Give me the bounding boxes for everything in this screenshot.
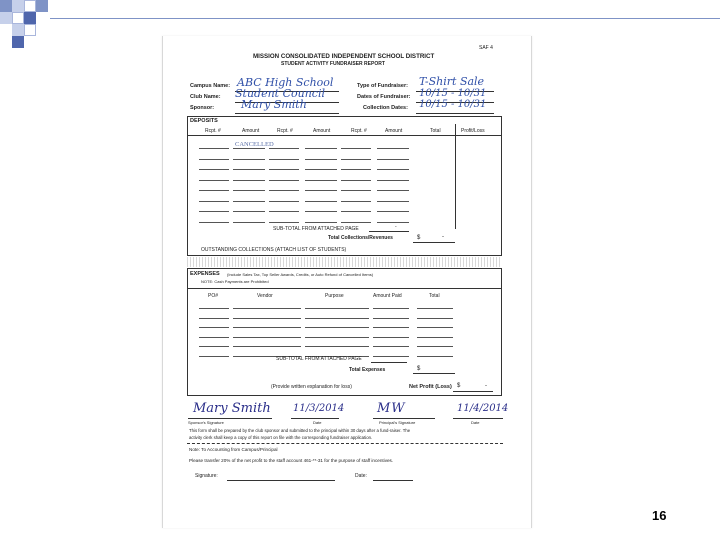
expense-col-1: PO# [208, 293, 219, 299]
collection-line [416, 113, 494, 114]
corner-square [36, 0, 48, 12]
deposit-blank-line [233, 169, 265, 170]
dotted-separator [187, 257, 501, 267]
deposit-blank-line [341, 201, 371, 202]
deposit-blank-line [199, 222, 229, 223]
deposit-blank-line [377, 180, 409, 181]
deposit-blank-line [305, 148, 337, 149]
expense-blank-line [373, 337, 409, 338]
deposit-blank-line [377, 169, 409, 170]
deposit-blank-line [305, 180, 337, 181]
deposits-header-rule [187, 135, 501, 136]
deposit-blank-line [233, 190, 265, 191]
collection-handwriting: 10/15 - 10/31 [419, 99, 487, 110]
deposit-blank-line [341, 180, 371, 181]
deposit-col-6: Amount [385, 128, 403, 134]
deposit-blank-line [269, 159, 299, 160]
expense-blank-line [233, 337, 301, 338]
form-code: SAF 4 [479, 45, 493, 51]
expense-blank-line [199, 356, 229, 357]
provide-note: (Provide written explanation for loss) [271, 384, 352, 390]
collection-label: Collection Dates: [363, 105, 408, 111]
deposit-blank-line [305, 211, 337, 212]
deposit-blank-line [377, 190, 409, 191]
instructions-rule [187, 443, 503, 444]
total-expenses-label: Total Expenses [349, 367, 386, 373]
principal-signature-line [373, 418, 435, 419]
expense-blank-line [233, 327, 301, 328]
deposit-blank-line [305, 222, 337, 223]
deposit-blank-line [233, 148, 265, 149]
subtotal2-line [371, 362, 407, 363]
deposit-blank-line [305, 159, 337, 160]
deposit-col-4: Amount [313, 128, 331, 134]
sponsor-signature: Mary Smith [193, 401, 271, 416]
dates-label: Dates of Fundraiser: [357, 94, 411, 100]
expense-blank-line [373, 327, 409, 328]
deposit-col-3: Rcpt. # [277, 128, 293, 134]
deposit-blank-line [269, 180, 299, 181]
corner-square [24, 12, 36, 24]
subtotal2-label: SUB-TOTAL FROM ATTACHED PAGE [276, 356, 362, 362]
expense-blank-line [305, 346, 369, 347]
deposit-blank-line [269, 201, 299, 202]
expenses-heading: EXPENSES [190, 271, 220, 277]
deposit-blank-line [199, 190, 229, 191]
club-handwriting: Student Council [235, 87, 325, 100]
expense-blank-line [199, 318, 229, 319]
corner-square [12, 36, 24, 48]
deposit-blank-line [199, 180, 229, 181]
deposit-col-1: Rcpt. # [205, 128, 221, 134]
expenses-header-rule [187, 288, 501, 289]
corner-square [24, 24, 36, 36]
sponsor-line [235, 113, 339, 114]
deposit-blank-line [199, 201, 229, 202]
corner-square [0, 12, 12, 24]
expense-blank-line [373, 346, 409, 347]
subtotal-label: SUB-TOTAL FROM ATTACHED PAGE [273, 226, 359, 232]
deposit-blank-line [305, 190, 337, 191]
deposit-blank-line [199, 148, 229, 149]
expenses-note-2: NOTE: Cash Payments are Prohibited [201, 279, 269, 284]
date-caption-2: Date [471, 420, 480, 425]
expense-blank-line [305, 337, 369, 338]
final-date-line [373, 480, 413, 481]
total-collections-value: $ [417, 235, 421, 241]
deposit-blank-line [377, 222, 409, 223]
expense-blank-line [373, 308, 409, 309]
net-profit-line [453, 391, 493, 392]
expense-blank-line [199, 308, 229, 309]
deposit-col-5: Rcpt. # [351, 128, 367, 134]
sponsor-date: 11/3/2014 [293, 403, 345, 414]
cancelled-stamp: CANCELLED [235, 141, 274, 148]
deposit-blank-line [199, 211, 229, 212]
deposit-blank-line [269, 211, 299, 212]
deposit-blank-line [233, 222, 265, 223]
expense-col-5: Total [429, 293, 440, 299]
principal-date-line [453, 418, 503, 419]
top-rule [50, 18, 720, 19]
expense-blank-line [373, 356, 409, 357]
club-label: Club Name: [190, 94, 221, 100]
sponsor-signature-caption: Sponsor's Signature [188, 420, 224, 425]
expense-blank-line [305, 308, 369, 309]
total-collections-dash: - [442, 234, 444, 240]
subtotal-line [369, 231, 409, 232]
expense-blank-line [417, 327, 453, 328]
campus-handwriting: ABC High School [237, 76, 334, 89]
corner-square [24, 0, 36, 12]
expense-blank-line [417, 337, 453, 338]
expense-blank-line [417, 346, 453, 347]
net-profit-label: Net Profit (Loss) [409, 384, 452, 390]
deposit-blank-line [233, 180, 265, 181]
signature-label: Signature: [195, 473, 218, 479]
deposit-blank-line [233, 211, 265, 212]
deposit-blank-line [305, 169, 337, 170]
dates-handwriting: 10/15 - 10/31 [419, 88, 487, 99]
deposit-blank-line [341, 190, 371, 191]
deposit-blank-line [233, 201, 265, 202]
date-caption-1: Date [313, 420, 322, 425]
principal-signature-caption: Principal's Signature [379, 420, 416, 425]
deposit-blank-line [377, 159, 409, 160]
expense-blank-line [199, 346, 229, 347]
instructions-line-1: This form shall be prepared by the club sponsor and submitted to the principal within 30 days after a fund-raiser. The [189, 428, 411, 433]
corner-square [0, 0, 12, 12]
type-label: Type of Fundraiser: [357, 83, 408, 89]
deposit-blank-line [199, 169, 229, 170]
deposit-blank-line [269, 148, 299, 149]
campus-label: Campus Name: [190, 83, 231, 89]
total-expenses-line [413, 373, 455, 374]
deposit-blank-line [377, 148, 409, 149]
deposit-blank-line [341, 148, 371, 149]
deposits-heading: DEPOSITS [190, 118, 218, 124]
net-profit-value: $ [457, 383, 461, 389]
expense-blank-line [233, 308, 301, 309]
expense-col-4: Amount Paid [373, 293, 402, 299]
expense-col-3: Purpose [325, 293, 344, 299]
sponsor-signature-line [188, 418, 272, 419]
form-title-line1: MISSION CONSOLIDATED INDEPENDENT SCHOOL DISTRICT [253, 53, 435, 60]
subtotal-value: - [395, 224, 397, 230]
deposit-blank-line [269, 169, 299, 170]
corner-square [12, 0, 24, 12]
deposit-blank-line [341, 222, 371, 223]
expense-blank-line [305, 327, 369, 328]
type-handwriting: T-Shirt Sale [419, 75, 485, 88]
total-collections-line [413, 242, 455, 243]
deposit-blank-line [199, 159, 229, 160]
fundraiser-report-document [162, 36, 532, 528]
deposits-divider [455, 124, 456, 229]
expense-blank-line [233, 318, 301, 319]
date-label-3: Date: [355, 473, 367, 479]
expense-blank-line [373, 318, 409, 319]
sponsor-handwriting: Mary Smith [241, 98, 307, 111]
expense-blank-line [199, 327, 229, 328]
deposit-col-8: Profit/Loss [461, 128, 485, 134]
expense-blank-line [417, 308, 453, 309]
sponsor-label: Sponsor: [190, 105, 215, 111]
deposit-blank-line [305, 201, 337, 202]
final-signature-line [227, 480, 335, 481]
expense-blank-line [417, 318, 453, 319]
expense-blank-line [199, 337, 229, 338]
expense-col-2: Vendor [257, 293, 273, 299]
deposit-blank-line [233, 159, 265, 160]
deposit-blank-line [377, 201, 409, 202]
sponsor-date-line [291, 418, 339, 419]
deposit-blank-line [341, 211, 371, 212]
deposit-blank-line [269, 222, 299, 223]
corner-square [12, 12, 24, 24]
principal-signature: MW [377, 401, 406, 416]
deposit-blank-line [377, 211, 409, 212]
outstanding-label: OUTSTANDING COLLECTIONS (ATTACH LIST OF STUDENTS) [201, 247, 347, 253]
deposit-col-2: Amount [242, 128, 260, 134]
deposit-blank-line [341, 169, 371, 170]
expense-blank-line [233, 346, 301, 347]
corner-square [12, 24, 24, 36]
form-title-line2: STUDENT ACTIVITY FUNDRAISER REPORT [281, 61, 385, 67]
page-number: 16 [652, 508, 667, 523]
deposit-col-7: Total [430, 128, 441, 134]
expense-blank-line [305, 318, 369, 319]
principal-date: 11/4/2014 [457, 403, 509, 414]
instructions-line-2: activity clerk shall keep a copy of this report on file with the corresponding fundraiser application. [189, 435, 373, 440]
deposit-blank-line [341, 159, 371, 160]
note-line: Note: To Accounting from Campus/Principal [189, 447, 278, 452]
deposit-blank-line [269, 190, 299, 191]
expenses-note-1: (Include Sales Tax, Top Seller Awards, Credits, or Auto Refund of Cancelled Items) [227, 272, 374, 277]
expense-blank-line [417, 356, 453, 357]
total-collections-label: Total Collections/Revenues [328, 235, 393, 241]
total-expenses-value: $ [417, 366, 421, 372]
net-profit-dash: - [485, 383, 487, 389]
transfer-line: Please transfer 20% of the net profit to the staff account 461-**-31 for the purpose of staff incentives. [189, 458, 394, 463]
